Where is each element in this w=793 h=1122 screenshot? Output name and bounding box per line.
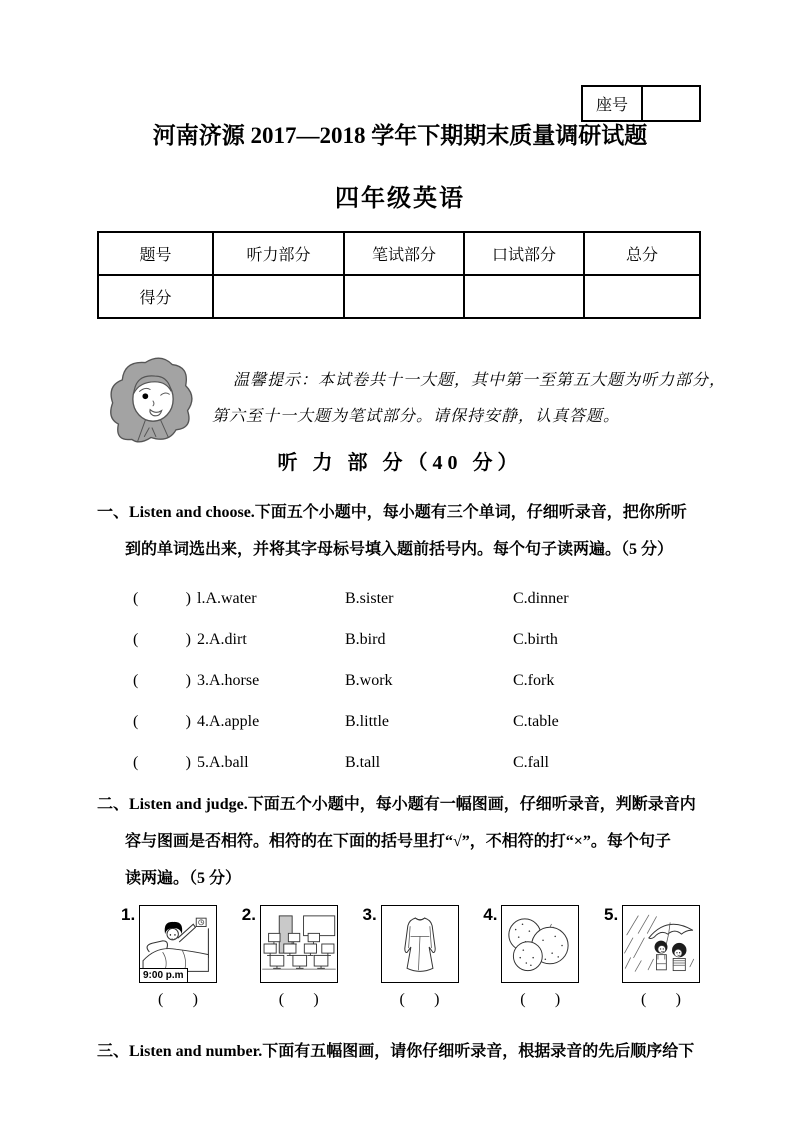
option-b: B.little: [345, 712, 389, 730]
picture-number: 5.: [604, 905, 619, 924]
option-c: C.birth: [513, 630, 558, 648]
part2-instruction-line-2: 容与图画是否相符。相符的在下面的括号里打“√”，不相符的打“×”。每个句子: [125, 833, 671, 850]
choice-item-row-1: [97, 578, 703, 619]
paren-close: ): [675, 991, 681, 1008]
picture-item-5: [604, 905, 700, 1009]
picture-item-1: [121, 905, 217, 1009]
option-c: C.dinner: [513, 589, 569, 607]
score-header-total: 总分: [584, 232, 700, 275]
seat-number-field: [641, 87, 699, 120]
picture-number: 4.: [483, 905, 498, 924]
paren-open: (: [158, 991, 164, 1008]
choice-item-row-2: [97, 619, 703, 660]
paren-open: (: [520, 991, 526, 1008]
part2-listen-and-judge: [97, 786, 703, 1009]
score-header-question: 题号: [98, 232, 213, 275]
paren-close: ): [185, 589, 191, 607]
score-cell-written: [344, 275, 464, 318]
exam-subtitle: 四年级英语: [335, 186, 465, 212]
paren-open: (: [133, 753, 139, 771]
paren-close: ): [313, 991, 319, 1008]
part1-choice-items: [97, 578, 703, 783]
answer-paren: [133, 713, 191, 731]
option-a: 3.A.horse: [197, 671, 260, 689]
paren-open: (: [133, 589, 139, 607]
picture-item-3: [363, 905, 459, 1009]
picture-item-2: [242, 905, 338, 1009]
option-a: l.A.water: [197, 589, 257, 607]
tip-block: [97, 353, 727, 449]
paren-close: ): [185, 630, 191, 648]
tip-text: [212, 353, 727, 435]
picture-number: 2.: [241, 905, 256, 924]
paren-close: ): [185, 753, 191, 771]
judge-answer-paren: [139, 991, 217, 1009]
paren-close: ): [185, 712, 191, 730]
paren-open: (: [399, 991, 405, 1008]
judge-answer-paren: [501, 991, 579, 1009]
seat-number-box: [581, 85, 701, 122]
option-b: B.work: [345, 671, 393, 689]
paren-close: ): [192, 991, 198, 1008]
score-table: [97, 231, 701, 319]
exam-title: 河南济源 2017—2018 学年下期期末质量调研试题: [152, 123, 648, 148]
part1-instruction-line-1: 一、Listen and choose.下面五个小题中，每小题有三个单词，仔细听录音，把你所听: [97, 504, 687, 521]
option-c: C.fall: [513, 753, 549, 771]
part2-instruction-line-3: 读两遍。（5 分）: [125, 870, 242, 887]
part1-listen-and-choose: [97, 494, 703, 783]
answer-paren: [133, 754, 191, 772]
part2-picture-row: [97, 905, 700, 1009]
score-cell-oral: [464, 275, 584, 318]
dress-image: [381, 905, 459, 983]
tip-line-2: 第六至十一大题为笔试部分。请保持安静，认真答题。: [212, 408, 621, 425]
paren-open: (: [133, 630, 139, 648]
option-a: 5.A.ball: [197, 753, 249, 771]
answer-paren: [133, 590, 191, 608]
tip-line-1: 温馨提示：本试卷共十一大题，其中第一至第五大题为听力部分，: [233, 372, 727, 389]
boy-in-bed-image: [139, 905, 217, 983]
judge-answer-paren: [260, 991, 338, 1009]
judge-answer-paren: [622, 991, 700, 1009]
score-table-header-row: [98, 232, 700, 275]
picture-item-4: [483, 905, 579, 1009]
option-b: B.tall: [345, 753, 381, 771]
paren-open: (: [133, 712, 139, 730]
choice-item-row-5: [97, 742, 703, 783]
time-label: 9:00 p.m: [140, 968, 188, 982]
answer-paren: [133, 631, 191, 649]
paren-close: ): [434, 991, 440, 1008]
listening-section-heading: 听 力 部 分（40 分）: [277, 452, 523, 474]
option-a: 4.A.apple: [197, 712, 260, 730]
paren-open: (: [278, 991, 285, 1008]
paren-close: ): [185, 671, 191, 689]
option-c: C.fork: [513, 671, 555, 689]
paren-close: ): [554, 991, 561, 1008]
option-b: B.bird: [345, 630, 386, 648]
judge-answer-paren: [381, 991, 459, 1009]
part3-instruction-line-1: 三、Listen and number.下面有五幅图画，请你仔细听录音，根据录音的先后顺序给下: [97, 1043, 695, 1060]
score-cell-total: [584, 275, 700, 318]
part3-listen-and-number: [97, 1033, 703, 1070]
picture-number: 1.: [121, 905, 136, 924]
score-header-listening: 听力部分: [213, 232, 344, 275]
score-table-score-row: [98, 275, 700, 318]
answer-paren: [133, 672, 191, 690]
score-header-written: 笔试部分: [344, 232, 464, 275]
rain-umbrella-image: [622, 905, 700, 983]
oranges-image: [501, 905, 579, 983]
choice-item-row-4: [97, 701, 703, 742]
score-row-label: 得分: [98, 275, 213, 318]
score-header-oral: 口试部分: [464, 232, 584, 275]
paren-open: (: [133, 671, 139, 689]
paren-open: (: [641, 991, 647, 1008]
teacher-head-icon: [105, 353, 201, 449]
computer-room-image: [260, 905, 338, 983]
score-cell-listening: [213, 275, 344, 318]
option-a: 2.A.dirt: [197, 630, 247, 648]
option-b: B.sister: [345, 589, 394, 607]
option-c: C.table: [513, 712, 559, 730]
seat-number-label: 座号: [595, 97, 628, 114]
part2-instruction-line-1: 二、Listen and judge.下面五个小题中，每小题有一幅图画，仔细听录音，判断录音内: [97, 796, 696, 813]
picture-number: 3.: [362, 905, 377, 924]
part1-instruction-line-2: 到的单词选出来，并将其字母标号填入题前括号内。每个句子读两遍。（5 分）: [125, 541, 674, 558]
choice-item-row-3: [97, 660, 703, 701]
